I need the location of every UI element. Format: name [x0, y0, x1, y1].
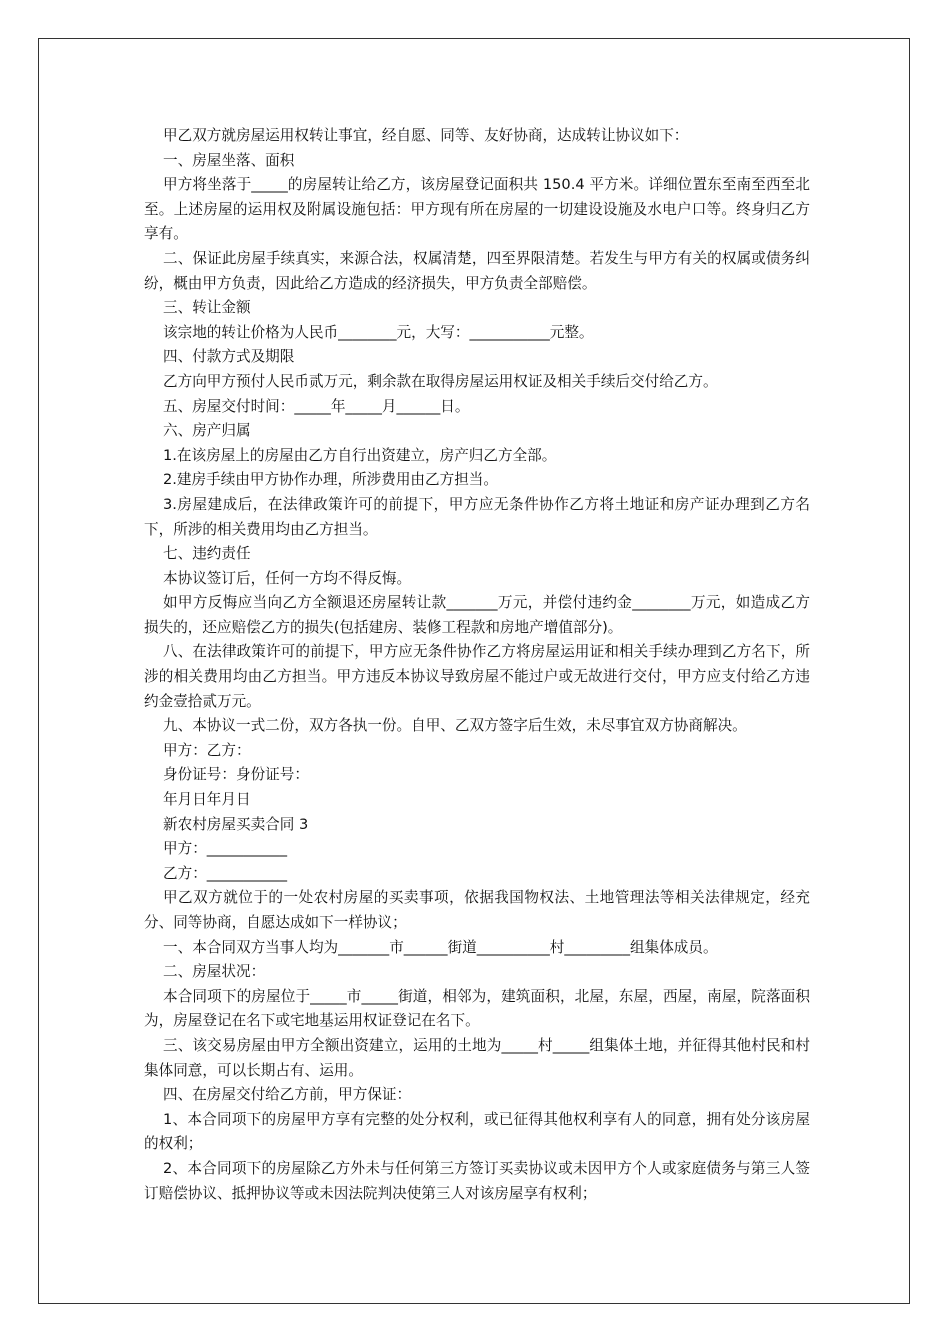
paragraph: 1.在该房屋上的房屋由乙方自行出资建立，房产归乙方全部。: [163, 446, 557, 464]
paragraph: 年月日年月日: [163, 791, 251, 809]
paragraph: 乙方：___________: [163, 864, 288, 882]
paragraph: 一、本合同双方当事人均为_______市______街道__________村_________组集体成员。: [163, 938, 718, 956]
paragraph: 甲方将坐落于_____的房屋转让给乙方，该房屋登记面积共 150.4 平方米。详细位置东至南至西至北至。上述房屋的运用权及附属设施包括：甲方现有所在房屋的一切建设设施及水电户口等。终身归乙方享有。: [144, 176, 810, 243]
paragraph: 甲方：乙方：: [163, 741, 251, 759]
paragraph: 六、房产归属: [163, 422, 251, 440]
paragraph: 四、在房屋交付给乙方前，甲方保证：: [163, 1086, 412, 1104]
paragraph: 2、本合同项下的房屋除乙方外未与任何第三方签订买卖协议或未因甲方个人或家庭债务与第三人签订赔偿协议、抵押协议等或未因法院判决使第三人对该房屋享有权利；: [144, 1159, 810, 1202]
paragraph: 该宗地的转让价格为人民币________元，大写：___________元整。: [163, 323, 594, 341]
paragraph: 3.房屋建成后，在法律政策许可的前提下，甲方应无条件协作乙方将土地证和房产证办理到乙方名下，所涉的相关费用均由乙方担当。: [144, 495, 810, 538]
paragraph: 甲乙双方就位于的一处农村房屋的买卖事项，依据我国物权法、土地管理法等相关法律规定，经充分、同等协商，自愿达成如下一样协议；: [144, 889, 810, 931]
paragraph: 一、房屋坐落、面积: [163, 151, 295, 169]
paragraph: 身份证号：身份证号：: [163, 766, 309, 784]
paragraph: 四、付款方式及期限: [163, 348, 295, 366]
paragraph: 二、房屋状况：: [163, 963, 266, 981]
paragraph: 五、房屋交付时间：_____年_____月______日。: [163, 397, 470, 415]
paragraph: 八、在法律政策许可的前提下，甲方应无条件协作乙方将房屋运用证和相关手续办理到乙方名下，所涉的相关费用均由乙方担当。甲方违反本协议导致房屋不能过户或无故进行交付，甲方应支付给乙方违约金壹拾贰万元。: [144, 643, 810, 710]
document-body: [144, 124, 810, 1206]
paragraph: 二、保证此房屋手续真实，来源合法，权属清楚，四至界限清楚。若发生与甲方有关的权属或债务纠纷，概由甲方负责，因此给乙方造成的经济损失，甲方负责全部赔偿。: [144, 249, 810, 292]
paragraph: 九、本协议一式二份，双方各执一份。自甲、乙双方签字后生效，未尽事宜双方协商解决。: [163, 717, 747, 735]
paragraph: 2.建房手续由甲方协作办理，所涉费用由乙方担当。: [163, 471, 498, 489]
paragraph: 如甲方反悔应当向乙方全额退还房屋转让款_______万元，并偿付违约金________万元，如造成乙方损失的，还应赔偿乙方的损失(包括建房、装修工程款和房地产增值部分)。: [144, 594, 810, 636]
paragraph: 本合同项下的房屋位于_____市_____街道，相邻为，建筑面积，北屋，东屋，西屋，南屋，院落面积为，房屋登记在名下或宅地基运用权证登记在名下。: [144, 987, 810, 1030]
paragraph: 三、该交易房屋由甲方全额出资建立，运用的土地为_____村_____组集体土地，并征得其他村民和村集体同意，可以长期占有、运用。: [144, 1036, 810, 1079]
paragraph: 本协议签订后，任何一方均不得反悔。: [163, 569, 412, 587]
paragraph: 七、违约责任: [163, 545, 251, 563]
paragraph: 1、本合同项下的房屋甲方享有完整的处分权利，或已征得其他权利享有人的同意，拥有处分该房屋的权利；: [144, 1110, 810, 1153]
paragraph: 乙方向甲方预付人民币贰万元，剩余款在取得房屋运用权证及相关手续后交付给乙方。: [163, 372, 718, 390]
paragraph: 甲乙双方就房屋运用权转让事宜，经自愿、同等、友好协商，达成转让协议如下：: [163, 127, 689, 144]
paragraph: 三、转让金额: [163, 299, 251, 317]
paragraph: 甲方：___________: [163, 840, 288, 858]
paragraph: 新农村房屋买卖合同 3: [163, 815, 309, 833]
